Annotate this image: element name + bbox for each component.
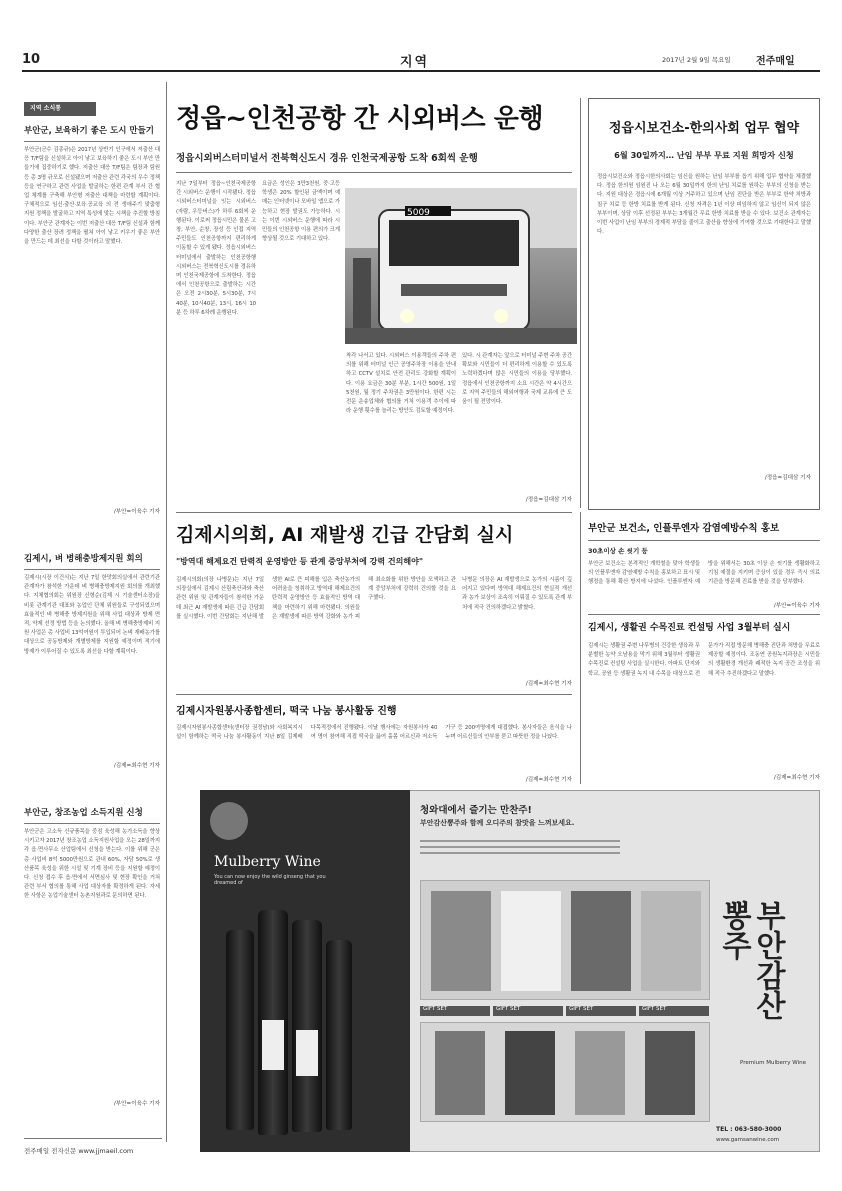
header-rule [22,70,820,72]
gift-box-set [420,880,710,1000]
wine-bottle-icon [326,940,352,1130]
left-article-1 [24,124,160,540]
ad-site: www.gamsanwine.com [716,1137,780,1143]
brand-logo-icon [210,802,248,840]
lead-byline: /정읍=김대삼 기자 [525,497,572,503]
box-headline: 정읍시보건소-한의사회 업무 협약 [608,121,800,136]
lead-body-col2: 요금은 성인은 3만3천원, 중·고등학생은 20% 할인된 금액이며 예매는 인터넷이나 모바일 앱으로 가능하고 현장 발권도 가능하다. 시는 이번 시외버스 운행에 따라 시민들의 인천공항 이용 편의가 크게 향상될 것으로 기대하고 있다. [262,181,340,243]
volunteer-body: 김제시자원봉사종합센터(센터장 권정남)와 사회복지시설이 함께하는 떡국 나눔 봉사활동이 지난 8일 김제배다목적정에서 진행됐다. 이날 행사에는 자원봉사자 40여 명이 참여해 직접 떡국을 끓여 홀몸 어르신과 저소득 가구 등 200여명에게 대접했다. 봉사자들은 음식을 나누며 어르신들의 안부를 묻고 따뜻한 정을 나눴다. [176,725,572,741]
box-subhead: 6월 30일까지… 난임 부부 무료 지원 희망자 신청 [614,150,794,160]
article-byline: /부안=이육수 기자 [113,1101,160,1107]
ad-gift-title: 청와대에서 즐기는 만찬주! [420,805,532,816]
article-headline: 김제시, 벼 병해충방제지원 회의 [24,554,143,564]
gift-set-label: GIFT SET [566,1006,636,1016]
box-byline: /정읍=김대삼 기자 [764,475,811,481]
box-body: 정읍시보건소와 정읍시한의사회는 임신을 원하는 난임 부부를 돕기 위해 업무 협약을 체결했다. 정읍 한의원 임원진 나 오는 6월 30일까지 한의 난임 치료를 원하는 부부의 신청을 받는다. 지원 대상은 정읍시에 6개월 이상 거주하고 있으며 난임 진단을 받은 부부로 한약 처방과 침구 치료 등 한방 치료를 받게 된다. 신청 자격은 1년 이상 피임하지 않고 임신이 되지 않은 부부이며, 상담 이후 선정된 부부는 3개월간 무료 한방 치료를 받을 수 있다. 보건소 관계자는 이번 사업이 난임 부부의 경제적 부담을 줄이고 출산율 향상에 기여할 것으로 기대한다고 말했다. [597,174,811,236]
wine-bottle-icon [292,920,322,1132]
council-body-2: 나병문 의장은 AI 재발생으로 농가의 시름이 깊어지고 있다며 방역대 해제요건의 현실적 개선과 농가 보상이 조속히 이뤄질 수 있도록 관계 부처에 적극 건의하겠다고 밝혔다. [462,577,572,611]
lead-body-col1: 지난 7일부터 정읍~인천국제공항간 시외버스 운행이 시작됐다. 정읍시외버스터미널을 잇는 시외버스(자람, 우등버스)가 하루 6회씩 운행된다. 이로써 정읍시민은 물론 고창, 부안, 순창, 장성 등 인접 지역 주민들도 인천공항까지 편리하게 이동할 수 있게 됐다. 정읍시외버스터미널에서 출발하는 인천공항행 시외버스는 전북혁신도시를 경유하며 인천국제공항에 도착한다. 정읍에서 인천공항으로 출발하는 시간은 오전 2시30분, 5시30분, 7시40분, 10시40분, 13시, 16시 10분 등 하루 6차례 운행된다. [176,181,256,316]
article-body: 김제시(시장 이건식)는 지난 7일 한맛회의실에서 관련기관 관계자가 참석한 가운데 벼 병해충방제지원 회의를 개최했다. 지체협의회는 위원장 신형순(김제 시 기술센터소장)을 비롯 관계기관 대표와 농업인 단체 위원들로 구성되었으며 효율적인 벼 병해충 방제지원을 위해 사업 대상과 방제 면적, 약제 선정 방법 등을 논의했다. 올해 벼 병해충방제비 지원 사업은 총 사업비 13억여원이 투입되어 논벼 재배농가를 대상으로 공동방제와 개별방제를 지원할 예정이며 적기에 방제가 이루어질 수 있도록 최선을 다할 계획이다. [24,575,160,655]
lead-headline: 정읍~인천공항 간 시외버스 운행 [176,104,543,134]
section-title: 지역 [400,55,430,70]
wine-bottle-icon [226,930,254,1130]
flu-body: 부안군 보건소는 본격적인 개학철을 맞아 학생들의 인플루엔자 감염예방 수칙을 홍보하고 표시 및 행정을 통해 확산 방지에 나섰다. 인플루엔자 예방을 위해서는 30초 이상 손 씻기를 생활화하고 기침 예절을 지키며 증상이 있을 경우 즉시 의료기관을 방문해 진료를 받을 것을 당부했다. [588,561,820,586]
article-body: 부안군은 고소득 신규품목을 중점 육성해 농가소득을 향상시키고자 2017년 창조농업 소득지원사업을 오는 28일까지 각 읍·면사무소 산업팀에서 신청을 받는다. 이를 위해 군은 총 사업비 8억 5000만원으로 관내 60%, 자담 50%로 생산품목 육성을 위한 시설 및 기계 장비 등을 지원할 예정이다. 신청 접수 후 읍·면에서 서면심사 및 현장 확인을 거쳐 관련 부서 협의를 통해 사업 대상자를 확정하게 된다. 자세한 사항은 농업기술센터 농촌지원과로 문의하면 된다. [24,829,160,900]
article-byline: /김제=최수현 기자 [113,763,160,769]
gift-box-set-2 [420,1022,710,1122]
article-headline: 부안군, 창조농업 소득지원 신청 [24,808,143,818]
article-body: 부안군(군수 김종규)은 2017년 상반기 인구에서 저출산 대응 T/F팀을 신설하고 아이 낳고 보육하기 좋은 도시 부안 만들기에 집중하기로 했다. 저출산 대응 T/F팀은 팀장과 팀원 등 총 3명 규모로 신설됐으며 저출산 관련 각국의 우수 정책 등을 연구하고 관련 사업을 발굴하는 한편 관계 부서 간 협업 체계를 구축해 부안형 저출산 대책을 마련할 계획이다. 구체적으로 임신·출산·보육·공교육 의 전 생애주기 맞춤형 지원 정책을 발굴하고 지역 특성에 맞는 시책을 추진할 방침이다. 부안군 관계자는 이번 저출산 대응 T/F팀 신설과 함께 다양한 출산 장려 정책을 펼쳐 아이 낳고 키우기 좋은 부안을 만드는 데 최선을 다할 것이라고 말했다. [24,147,160,246]
page-number: 10 [22,52,41,67]
gift-set-label: GIFT SET [493,1006,563,1016]
gift-set-label: GIFT SET [420,1006,490,1016]
column-divider [166,82,167,1142]
council-body: 김제시의회(의장 나병문)는 지난 7일 의장실에서 김제시 산림축산과와 축산관련 위원 및 관계자들이 참석한 가운데 최근 AI 재발생에 따른 긴급 간담회를 실시했다. 이번 간담회는 지난해 발생한 AI로 큰 피해를 입은 축산농가의 어려움을 청취하고 방역대 해제요건의 탄력적 운영방안 등 효율적인 방역 대책을 마련하기 위해 마련됐다. 의원들은 재발생에 따른 방역 강화와 농가 피해 최소화를 위한 방안을 모색하고 관계 중앙부처에 강력히 건의할 것을 요구했다. [176,577,456,620]
article-byline: /부안=이육수 기자 [113,509,160,515]
column-badge: 지역 소식통 [24,102,96,116]
volunteer-byline: /김제=최수현 기자 [525,777,572,783]
consult-byline: /김제=최수현 기자 [773,775,820,781]
consult-headline: 김제시, 생활권 수목진료 컨설팅 사업 3월부터 실시 [588,623,791,633]
ad-mulberry-title: Mulberry Wine [214,854,321,870]
issue-date: 2017년 2월 9일 목요일 [662,56,731,64]
council-headline: 김제시의회, AI 재발생 긴급 간담회 실시 [176,524,514,546]
ad-brand-panel [716,900,816,1070]
left-article-2 [24,552,160,787]
ad-phone: TEL : 063-580-3000 [716,1126,782,1133]
lead-body-col4: 있다. 시 관계자는 앞으로 터미널 주변 주차 공간 확보와 시민들이 더 편리하게 이용할 수 있도록 노력하겠다며 많은 시민들의 이용을 당부했다. 정읍에서 인천공항까지 소요 시간은 약 4시간으로 지역 주민들의 해외여행과 국제 교류에 큰 도움이 될 전망이다. [462,353,572,406]
flu-byline: /부안=이육수 기자 [773,603,820,609]
lead-subhead: 정읍시외버스터미널서 전북혁신도시 경유 인천국제공항 도착 6회씩 운행 [176,153,478,164]
council-subhead: "방역대 해제요건 탄력적 운영방안 등 관계 중앙부처에 강력 건의해야" [176,557,423,566]
bus-photo [345,188,577,344]
footer-site: 전주매일 전자신문 www.jjmaeil.com [24,1147,134,1155]
bus-icon [345,188,577,344]
council-byline: /김제=최수현 기자 [525,681,572,687]
gift-set-label: GIFT SET [639,1006,709,1016]
flu-headline: 부안군 보건소, 인플루엔자 감염예방수칙 홍보 [588,523,780,534]
svg-text:5009: 5009 [407,208,430,218]
left-article-3 [24,806,160,1124]
lead-body-col3: 착각 나서고 있다. 시외버스 이용객들의 주차 편의를 위해 터미널 인근 공영주차장 이용을 안내하고 CCTV 설치로 안전 관리도 강화할 계획이다. 이용 요금은 30분 부분, 1시간 500원, 1일 5천원, 월 정기 주차권은 3만원이다. 한편 시는 전문 운송업체와 협의를 거쳐 이용객 추이에 따라 운행 횟수를 늘리는 방안도 검토할 예정이다. [346,353,456,415]
ad-gift-sub: 부안감산뽕주와 함께 오디주의 참맛을 느껴보세요. [420,819,575,827]
paper-name: 전주매일 [756,56,795,67]
volunteer-headline: 김제시자원봉사종합센터, 떡국 나눔 봉사활동 진행 [176,706,397,717]
flu-lead: 30초이상 손 씻기 등 [588,547,648,555]
ad-mulberry-sub: You can now enjoy the wild ginseng that you dreamed of [214,874,326,886]
article-headline: 부안군, 보육하기 좋은 도시 만들기 [24,126,155,136]
ad-brand-name: 부안감산 뽕주 [716,900,785,1020]
box-story [588,98,820,510]
ad-brand-en: Premium Mulberry Wine [740,1060,806,1066]
consult-body: 김제시는 생활권 주변 나무병의 건강한 생육과 무분별한 농약 오남용을 막기 위해 3월부터 생활권 수목진료 컨설팅 사업을 실시한다. 아파트 단지와 학교, 공원 등 생활권 녹지 내 수목을 대상으로 전문가가 직접 방문해 병해충 진단과 처방을 무료로 제공할 예정이다. 조동연 공원녹지과장은 시민들의 생활환경 개선과 쾌적한 녹지 공간 조성을 위해 적극 추진하겠다고 말했다. [588,643,820,677]
